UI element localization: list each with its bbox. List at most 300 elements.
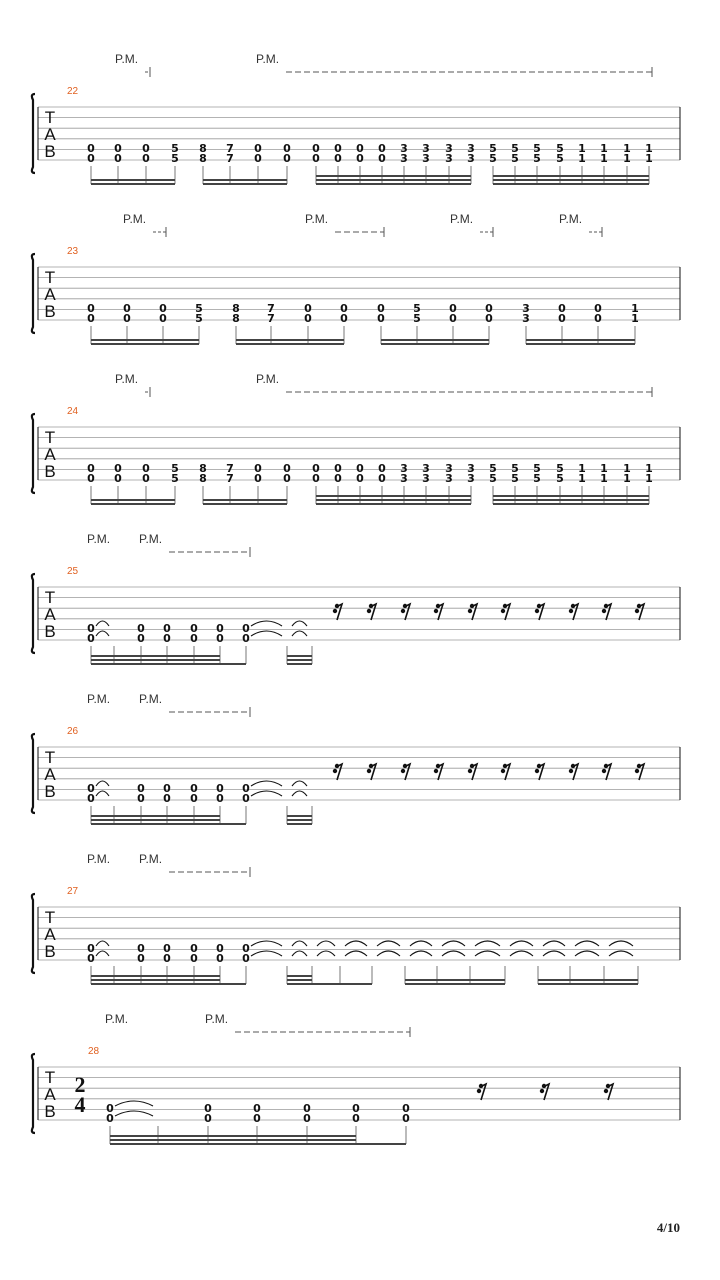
- fret-number: 1: [631, 302, 639, 315]
- palm-mute-label: P.M.: [559, 212, 583, 226]
- fret-number: 0: [377, 302, 385, 315]
- tab-system: [32, 212, 680, 344]
- palm-mute-label: P.M.: [305, 212, 329, 226]
- measure-number: 25: [67, 566, 79, 577]
- fret-number: 0: [334, 472, 342, 485]
- fret-number: 0: [402, 1112, 410, 1125]
- tab-clef-b: B: [44, 462, 56, 481]
- fret-number: 5: [489, 462, 497, 475]
- fret-number: 0: [312, 142, 320, 155]
- tie: [475, 951, 500, 956]
- fret-number: 7: [226, 462, 234, 475]
- fret-number: 5: [511, 152, 519, 165]
- tie: [292, 791, 307, 796]
- tie: [292, 631, 307, 636]
- fret-number: 7: [267, 302, 275, 315]
- fret-number: 8: [232, 312, 240, 325]
- sixteenth-rest: [333, 764, 342, 780]
- fret-number: 0: [356, 472, 364, 485]
- fret-number: 0: [356, 142, 364, 155]
- fret-number: 3: [522, 302, 530, 315]
- fret-number: 0: [216, 622, 224, 635]
- fret-number: 0: [106, 1112, 114, 1125]
- fret-number: 0: [242, 782, 250, 795]
- tab-clef-b: B: [44, 1102, 56, 1121]
- fret-number: 0: [303, 1112, 311, 1125]
- fret-number: 0: [216, 782, 224, 795]
- fret-number: 0: [142, 472, 150, 485]
- fret-number: 0: [242, 622, 250, 635]
- palm-mute-label: P.M.: [205, 1012, 229, 1026]
- tab-clef-b: B: [44, 622, 56, 641]
- sixteenth-rest: [477, 1084, 486, 1100]
- tab-clef-a: A: [44, 925, 56, 944]
- fret-number: 0: [377, 312, 385, 325]
- fret-number: 1: [578, 462, 586, 475]
- fret-number: 0: [87, 792, 95, 805]
- fret-number: 8: [199, 462, 207, 475]
- fret-number: 0: [216, 632, 224, 645]
- fret-number: 1: [578, 142, 586, 155]
- system-bracket: [32, 734, 35, 813]
- fret-number: 0: [114, 152, 122, 165]
- tie: [442, 951, 465, 956]
- fret-number: 0: [303, 1102, 311, 1115]
- fret-number: 0: [163, 782, 171, 795]
- fret-number: 5: [533, 152, 541, 165]
- fret-number: 5: [413, 312, 421, 325]
- fret-number: 0: [87, 462, 95, 475]
- fret-number: 0: [485, 302, 493, 315]
- tab-clef-t: T: [44, 1068, 56, 1087]
- tab-clef-t: T: [44, 108, 56, 127]
- tab-system: [32, 852, 680, 984]
- fret-number: 0: [142, 152, 150, 165]
- tie: [96, 941, 109, 946]
- palm-mute-label: P.M.: [87, 692, 111, 706]
- fret-number: 8: [199, 472, 207, 485]
- fret-number: 0: [254, 472, 262, 485]
- fret-number: 3: [467, 472, 475, 485]
- tie: [96, 631, 109, 636]
- fret-number: 0: [283, 462, 291, 475]
- fret-number: 0: [304, 312, 312, 325]
- fret-number: 1: [623, 462, 631, 475]
- palm-mute-label: P.M.: [139, 692, 163, 706]
- fret-number: 0: [87, 312, 95, 325]
- sixteenth-rest: [635, 764, 644, 780]
- fret-number: 0: [163, 942, 171, 955]
- sixteenth-rest: [434, 764, 443, 780]
- sixteenth-rest: [569, 604, 578, 620]
- tie: [292, 621, 307, 626]
- time-signature-bottom: 4: [74, 1092, 86, 1117]
- fret-number: 0: [190, 952, 198, 965]
- fret-number: 0: [378, 462, 386, 475]
- sixteenth-rest: [367, 604, 376, 620]
- tie: [251, 621, 282, 626]
- fret-number: 0: [312, 472, 320, 485]
- measure-number: 26: [67, 726, 79, 737]
- tab-system: [32, 372, 680, 504]
- fret-number: 0: [190, 622, 198, 635]
- sixteenth-rest: [333, 604, 342, 620]
- tie: [510, 941, 533, 946]
- fret-number: 1: [600, 152, 608, 165]
- tab-clef-t: T: [44, 268, 56, 287]
- fret-number: 3: [422, 472, 430, 485]
- tie: [377, 951, 400, 956]
- fret-number: 7: [226, 472, 234, 485]
- fret-number: 5: [489, 472, 497, 485]
- fret-number: 0: [163, 792, 171, 805]
- fret-number: 0: [87, 952, 95, 965]
- sixteenth-rest: [434, 604, 443, 620]
- tab-clef-t: T: [44, 748, 56, 767]
- fret-number: 0: [163, 622, 171, 635]
- fret-number: 8: [199, 152, 207, 165]
- tie: [292, 951, 307, 956]
- tie: [317, 941, 335, 946]
- fret-number: 7: [226, 152, 234, 165]
- fret-number: 0: [378, 152, 386, 165]
- tab-clef-a: A: [44, 445, 56, 464]
- tie: [292, 941, 307, 946]
- tie: [475, 941, 500, 946]
- tie: [377, 941, 400, 946]
- palm-mute-label: P.M.: [123, 212, 147, 226]
- fret-number: 5: [533, 462, 541, 475]
- palm-mute-label: P.M.: [450, 212, 474, 226]
- fret-number: 5: [511, 462, 519, 475]
- measure-number: 24: [67, 406, 79, 417]
- palm-mute-label: P.M.: [87, 532, 111, 546]
- fret-number: 1: [623, 142, 631, 155]
- page-number: 4/10: [656, 1220, 680, 1235]
- tab-clef-b: B: [44, 302, 56, 321]
- fret-number: 1: [645, 142, 653, 155]
- fret-number: 0: [334, 462, 342, 475]
- fret-number: 0: [204, 1112, 212, 1125]
- fret-number: 0: [142, 142, 150, 155]
- system-bracket: [32, 894, 35, 973]
- fret-number: 0: [334, 142, 342, 155]
- fret-number: 0: [87, 302, 95, 315]
- fret-number: 0: [283, 152, 291, 165]
- fret-number: 1: [645, 462, 653, 475]
- fret-number: 3: [467, 142, 475, 155]
- fret-number: 0: [356, 462, 364, 475]
- fret-number: 0: [87, 142, 95, 155]
- fret-number: 0: [449, 312, 457, 325]
- fret-number: 0: [312, 462, 320, 475]
- measure-number: 22: [67, 86, 79, 97]
- palm-mute-label: P.M.: [256, 372, 280, 386]
- fret-number: 0: [114, 462, 122, 475]
- system-bracket: [32, 94, 35, 173]
- palm-mute-label: P.M.: [105, 1012, 129, 1026]
- fret-number: 0: [137, 952, 145, 965]
- fret-number: 0: [137, 782, 145, 795]
- fret-number: 0: [87, 472, 95, 485]
- sixteenth-rest: [540, 1084, 549, 1100]
- fret-number: 0: [204, 1102, 212, 1115]
- tab-clef-t: T: [44, 428, 56, 447]
- tie: [251, 791, 282, 796]
- fret-number: 0: [253, 1112, 261, 1125]
- tie: [442, 941, 465, 946]
- sixteenth-rest: [468, 764, 477, 780]
- fret-number: 0: [190, 942, 198, 955]
- fret-number: 0: [352, 1102, 360, 1115]
- fret-number: 0: [87, 632, 95, 645]
- tie: [251, 941, 282, 946]
- tie: [410, 951, 432, 956]
- sixteenth-rest: [602, 764, 611, 780]
- fret-number: 5: [489, 142, 497, 155]
- sixteenth-rest: [401, 764, 410, 780]
- fret-number: 1: [578, 152, 586, 165]
- palm-mute-label: P.M.: [139, 852, 163, 866]
- tie: [543, 951, 565, 956]
- fret-number: 3: [400, 152, 408, 165]
- sixteenth-rest: [401, 604, 410, 620]
- tab-system: [32, 1012, 680, 1144]
- system-bracket: [32, 574, 35, 653]
- tab-clef-a: A: [44, 605, 56, 624]
- fret-number: 5: [556, 472, 564, 485]
- fret-number: 0: [485, 312, 493, 325]
- fret-number: 0: [142, 462, 150, 475]
- tab-clef-a: A: [44, 765, 56, 784]
- fret-number: 0: [242, 792, 250, 805]
- time-signature-top: 2: [74, 1072, 86, 1097]
- fret-number: 0: [558, 302, 566, 315]
- system-bracket: [32, 414, 35, 493]
- fret-number: 8: [199, 142, 207, 155]
- fret-number: 0: [334, 152, 342, 165]
- fret-number: 0: [283, 472, 291, 485]
- sixteenth-rest: [569, 764, 578, 780]
- fret-number: 3: [467, 462, 475, 475]
- fret-number: 3: [445, 142, 453, 155]
- tie: [251, 781, 282, 786]
- tab-clef-a: A: [44, 125, 56, 144]
- fret-number: 3: [422, 462, 430, 475]
- fret-number: 0: [340, 302, 348, 315]
- fret-number: 0: [283, 142, 291, 155]
- fret-number: 0: [312, 152, 320, 165]
- fret-number: 0: [253, 1102, 261, 1115]
- fret-number: 0: [216, 942, 224, 955]
- tie: [609, 941, 633, 946]
- fret-number: 0: [378, 142, 386, 155]
- fret-number: 0: [242, 942, 250, 955]
- fret-number: 3: [422, 142, 430, 155]
- tie: [317, 951, 335, 956]
- sixteenth-rest: [468, 604, 477, 620]
- measure-number: 28: [88, 1046, 100, 1057]
- tie: [575, 951, 599, 956]
- sixteenth-rest: [501, 764, 510, 780]
- palm-mute-label: P.M.: [115, 372, 139, 386]
- measure-number: 23: [67, 246, 79, 257]
- fret-number: 0: [449, 302, 457, 315]
- fret-number: 0: [137, 622, 145, 635]
- fret-number: 3: [445, 152, 453, 165]
- fret-number: 3: [522, 312, 530, 325]
- fret-number: 7: [226, 142, 234, 155]
- tie: [345, 951, 367, 956]
- tab-clef-a: A: [44, 1085, 56, 1104]
- fret-number: 5: [171, 462, 179, 475]
- sixteenth-rest: [501, 604, 510, 620]
- fret-number: 1: [600, 472, 608, 485]
- fret-number: 5: [195, 312, 203, 325]
- tab-clef-t: T: [44, 908, 56, 927]
- tie: [251, 951, 282, 956]
- fret-number: 0: [163, 632, 171, 645]
- fret-number: 0: [190, 782, 198, 795]
- system-bracket: [32, 1054, 35, 1133]
- fret-number: 0: [594, 312, 602, 325]
- sixteenth-rest: [535, 604, 544, 620]
- measure-number: 27: [67, 886, 79, 897]
- palm-mute-label: P.M.: [115, 52, 139, 66]
- fret-number: 0: [356, 152, 364, 165]
- tab-system: [32, 692, 680, 824]
- fret-number: 1: [623, 472, 631, 485]
- fret-number: 0: [242, 632, 250, 645]
- fret-number: 0: [87, 622, 95, 635]
- fret-number: 0: [87, 782, 95, 795]
- fret-number: 0: [558, 312, 566, 325]
- fret-number: 0: [304, 302, 312, 315]
- fret-number: 5: [511, 472, 519, 485]
- fret-number: 5: [556, 152, 564, 165]
- tab-clef-t: T: [44, 588, 56, 607]
- fret-number: 0: [137, 792, 145, 805]
- fret-number: 3: [445, 472, 453, 485]
- fret-number: 1: [623, 152, 631, 165]
- tie: [96, 781, 109, 786]
- tie: [96, 621, 109, 626]
- tab-clef-a: A: [44, 285, 56, 304]
- fret-number: 5: [511, 142, 519, 155]
- fret-number: 0: [216, 792, 224, 805]
- fret-number: 5: [533, 472, 541, 485]
- tab-clef-b: B: [44, 142, 56, 161]
- fret-number: 3: [422, 152, 430, 165]
- fret-number: 0: [106, 1102, 114, 1115]
- fret-number: 5: [556, 142, 564, 155]
- fret-number: 5: [171, 142, 179, 155]
- fret-number: 0: [254, 462, 262, 475]
- fret-number: 0: [254, 152, 262, 165]
- fret-number: 5: [556, 462, 564, 475]
- sixteenth-rest: [535, 764, 544, 780]
- fret-number: 0: [163, 952, 171, 965]
- tie: [115, 1101, 153, 1106]
- fret-number: 0: [190, 792, 198, 805]
- fret-number: 0: [378, 472, 386, 485]
- fret-number: 5: [171, 472, 179, 485]
- fret-number: 0: [137, 942, 145, 955]
- sixteenth-rest: [635, 604, 644, 620]
- fret-number: 5: [195, 302, 203, 315]
- fret-number: 0: [242, 952, 250, 965]
- fret-number: 1: [645, 472, 653, 485]
- fret-number: 8: [232, 302, 240, 315]
- fret-number: 0: [340, 312, 348, 325]
- fret-number: 5: [171, 152, 179, 165]
- tie: [609, 951, 633, 956]
- tie: [575, 941, 599, 946]
- tie: [410, 941, 432, 946]
- tie: [345, 941, 367, 946]
- palm-mute-label: P.M.: [87, 852, 111, 866]
- fret-number: 3: [400, 142, 408, 155]
- fret-number: 0: [402, 1102, 410, 1115]
- fret-number: 3: [400, 472, 408, 485]
- fret-number: 1: [600, 462, 608, 475]
- fret-number: 5: [413, 302, 421, 315]
- fret-number: 0: [87, 152, 95, 165]
- fret-number: 7: [267, 312, 275, 325]
- palm-mute-label: P.M.: [256, 52, 280, 66]
- palm-mute-label: P.M.: [139, 532, 163, 546]
- tab-system: [32, 532, 680, 664]
- tie: [96, 791, 109, 796]
- fret-number: 1: [600, 142, 608, 155]
- fret-number: 0: [114, 472, 122, 485]
- fret-number: 3: [445, 462, 453, 475]
- tie: [292, 781, 307, 786]
- fret-number: 0: [114, 142, 122, 155]
- fret-number: 0: [159, 302, 167, 315]
- system-bracket: [32, 254, 35, 333]
- fret-number: 0: [254, 142, 262, 155]
- fret-number: 3: [467, 152, 475, 165]
- fret-number: 0: [87, 942, 95, 955]
- fret-number: 1: [631, 312, 639, 325]
- fret-number: 0: [190, 632, 198, 645]
- fret-number: 0: [159, 312, 167, 325]
- fret-number: 0: [594, 302, 602, 315]
- fret-number: 1: [645, 152, 653, 165]
- fret-number: 0: [137, 632, 145, 645]
- sixteenth-rest: [604, 1084, 613, 1100]
- fret-number: 1: [578, 472, 586, 485]
- fret-number: 0: [123, 302, 131, 315]
- tab-clef-b: B: [44, 782, 56, 801]
- tab-system: [32, 52, 680, 184]
- tie: [115, 1111, 153, 1116]
- fret-number: 0: [352, 1112, 360, 1125]
- tab-clef-b: B: [44, 942, 56, 961]
- fret-number: 0: [123, 312, 131, 325]
- fret-number: 5: [533, 142, 541, 155]
- fret-number: 0: [216, 952, 224, 965]
- fret-number: 5: [489, 152, 497, 165]
- tie: [510, 951, 533, 956]
- fret-number: 3: [400, 462, 408, 475]
- sixteenth-rest: [367, 764, 376, 780]
- sixteenth-rest: [602, 604, 611, 620]
- tie: [251, 631, 282, 636]
- tie: [543, 941, 565, 946]
- tie: [96, 951, 109, 956]
